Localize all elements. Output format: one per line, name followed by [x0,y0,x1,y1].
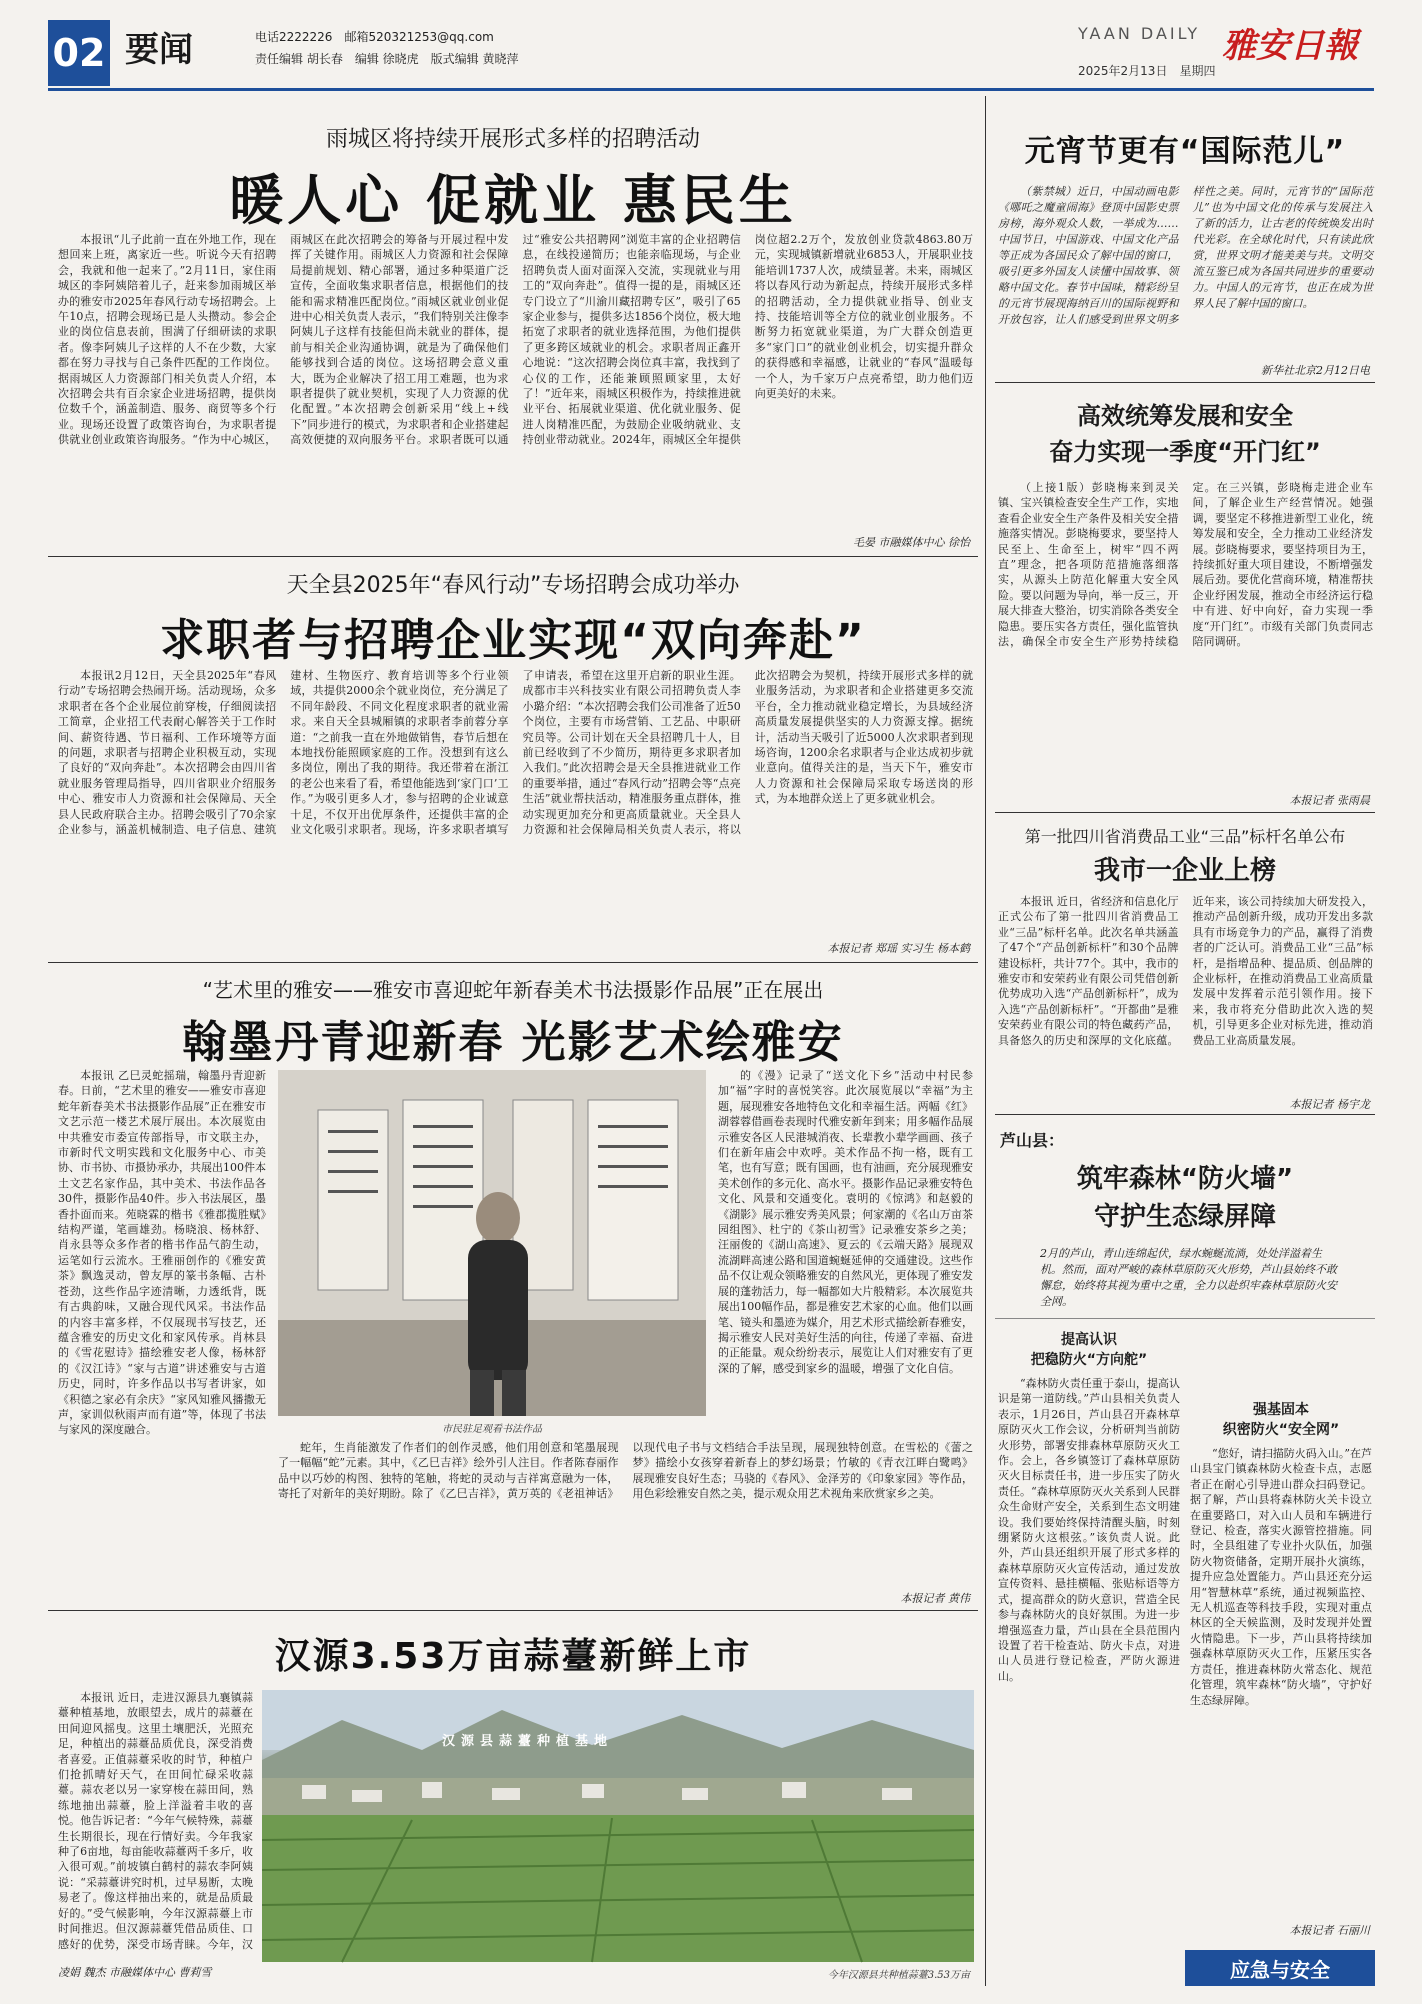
exhibition-photo-art [278,1070,706,1416]
right4-location: 芦山县： [1000,1131,1065,1150]
editor2: 编辑 徐晓虎 [354,52,419,66]
exhibition-caption: 市民驻足观看书法作品 [442,1424,542,1435]
article1-rule [48,556,978,557]
right1-text: （紫禁城）近日，中国动画电影《哪吒之魔童闹海》登顶中国影史票房榜，海外观众人数，一举成为……中国节日，中国游戏、中国文化产品等正成为各国民众了解中国的窗口，吸引更多外国友人读懂中国故事、领略中国文化。春节中国味，精彩纷呈的元宵节展现海纳百川的国际视野和开放包容，让人们感受到世界文明多样性之美。同时，元宵节的“国际范儿”也为中国文化的传承与发展注入了新的活力，让古老的传统焕发出时代光彩。在全球化时代，只有读此欣赏，世界文明才能美美与共。文明交流互鉴已成为各国共同进步的重要动力。中国人的元宵节，也正在成为世界人民了解中国的窗口。 [998,185,1373,326]
right4-headline-line1: 筑牢森林“防火墙” [1076,1164,1294,1194]
article1-byline: 毛晏 市融媒体中心 徐怡 [853,536,970,549]
article2-rule [48,962,978,963]
editor: 责任编辑 胡长春 [255,52,343,66]
logo-en: YAAN DAILY [1078,24,1201,43]
article2-headline: 求职者与招聘企业实现“双向奔赴” [160,615,866,666]
garlic-caption: 今年汉源县共种植蒜薹3.53万亩 [827,1970,970,1981]
article3-byline: 本报记者 黄伟 [900,1592,970,1605]
right3-body [998,894,1373,1094]
right2-rule [995,812,1375,813]
right4-text2: “您好，请扫描防火码入山。”在芦山县宝门镇森林防火检查卡点，志愿者正在耐心引导进山群众扫码登记。据了解，芦山县将森林防火关卡设立在重要路口，对入山人员和车辆进行登记、检查，落实火源管控措施。同时，全县组建了专业扑火队伍，加强防火物资储备，定期开展扑火演练，提升应急处置能力。芦山县还充分运用“智慧林草”系统，通过视频监控、无人机巡查等科技手段，实现对重点林区的全天候监测，及时发现并处置火情隐患。下一步，芦山县将持续加强森林草原防灭火工作，压紧压实各方责任，推进森林防火常态化、规范化管理，筑牢森林“防火墙”，守护好生态绿屏障。 [1190,1447,1372,1707]
article1-text: 本报讯“儿子此前一直在外地工作，现在想回来上班，离家近一些。听说今天有招聘会，我就和他一起来了。”2月11日，家住雨城区的李阿姨陪着儿子，赶来参加雨城区举办的雅安市2025年春风行动专场招聘会。上午10点，招聘会现场已是人头攒动。参会企业的岗位信息表前，围满了仔细研读的求职者。像李阿姨儿子这样的人不在少数，大家都在努力寻找与自己条件匹配的工作岗位。据雨城区人力资源部门相关负责人介绍，本次招聘会共有百余家企业进场招聘，提供岗位数千个，涵盖制造、服务、商贸等多个行业。现场还设置了政策咨询台，为求职者提供就业创业政策咨询服务。“作为中心城区，雨城区在此次招聘会的筹备与开展过程中发挥了关键作用。雨城区人力资源和社会保障局提前规划、精心部署，通过多种渠道广泛宣传，全面收集求职者信息，根据他们的技能和需求精准匹配岗位。”雨城区就业创业促进中心相关负责人表示，“我们特别关注像李阿姨儿子这样有技能但尚未就业的群体，提前与相关企业沟通协调，就是为了确保他们能够找到合适的岗位。这场招聘会意义重大，既为企业解决了招工用工难题，也为求职者提供了就业契机，实现了人力资源的优化配置。”本次招聘会创新采用“线上+线下”同步进行的模式，为求职者和企业搭建起高效便捷的双向服务平台。求职者既可以通过“雅安公共招聘网”浏览丰富的企业招聘信息，在线投递简历；也能亲临现场，与企业招聘负责人面对面深入交流，实现就业与用工的“双向奔赴”。值得一提的是，雨城区还专门设立了“川渝川藏招聘专区”，吸引了65家企业参与，提供多达1856个岗位，极大地拓宽了求职者的就业选择范围，为他们提供了更多跨区域就业的机会。求职者周正鑫开心地说：“这次招聘会岗位真丰富，我找到了心仪的工作，还能兼顾照顾家里，太好了！”近年来，雨城区积极作为，持续推进就业平台、拓展就业渠道、优化就业服务、促进人岗精准匹配，为鼓励企业吸纳就业、支持创业带动就业。2024年，雨城区全年提供岗位超2.2万个，发放创业贷款4863.80万元，实现城镇新增就业6853人，开展职业技能培训1737人次，成绩显著。未来，雨城区将以春风行动为新起点，持续开展形式多样的招聘活动，全力提供就业指导、创业支持、技能培训等全方位的就业创业服务。不断努力拓宽就业渠道，为广大群众创造更多“家门口”的就业创业机会，切实提升群众的获得感和幸福感，让就业的“春风”温暖每一个人，为千家万户点亮希望，助力他们迈向更美好的未来。 [58,233,973,447]
article1-headline: 暖人心 促就业 惠民生 [229,169,797,232]
right3-text: 本报讯 近日，省经济和信息化厅正式公布了第一批四川省消费品工业“三品”标杆名单。此次名单共涵盖了47个“产品创新标杆”和30个品牌建设标杆，共计77个。其中，我市的雅安市和安荣药业有限公司凭借创新优势成功入选“产品创新标杆”，成为入选“产品创新标杆”。“开都曲”是雅安荣药业有限公司的特色藏药产品，具备悠久的历史和深厚的文化底蕴。近年来，该公司持续加大研发投入，推动产品创新升级，成功开发出多款具有市场竞争力的产品，赢得了消费者的广泛认可。消费品工业“三品”标杆，是指增品种、提品质、创品牌的企业标杆，在推动消费品工业高质量发展中发挥着示范引领作用。接下来，我市将充分借助此次入选的契机，引导更多企业对标先进，推动消费品工业高质量发展。 [998,895,1373,1047]
designer: 版式编辑 黄晓萍 [430,52,519,66]
right2-byline: 本报记者 张雨晨 [1289,794,1370,807]
article4-byline: 凌娟 魏杰 市融媒体中心 曹莉雪 [58,1966,212,1979]
issue-date: 2025年2月13日 星期四 [1078,64,1216,78]
right1-byline: 新华社北京2月12日电 [1261,364,1370,377]
right4-headline-line2: 守护生态绿屏障 [1093,1202,1276,1232]
right3-rule [995,1114,1375,1115]
header-rule [48,88,1374,91]
column-divider [985,96,986,1986]
right3-kicker: 第一批四川省消费品工业“三品”标杆名单公布 [1024,827,1346,846]
phone: 电话2222226 [255,30,333,44]
right4-body1 [998,1376,1180,1986]
right4-subhead1: 提高认识 把稳防火“方向舵” [1030,1332,1148,1368]
garlic-field-photo [262,1690,974,1962]
header-info [255,26,530,70]
article4-body [58,1690,253,1960]
article2-body [58,668,973,938]
article2-text: 本报讯2月12日，天全县2025年“春风行动”专场招聘会热闹开场。活动现场，众多求职者在各个企业展位前穿梭，仔细阅读招工简章，企业招工代表耐心解答关于工作时间、薪资待遇、节日福利、工作环境等方面的问题，求职者与招聘企业积极互动，实现了良好的“双向奔赴”。本次招聘会由四川省就业服务管理局指导，四川省职业介绍服务中心、雅安市人力资源和社会保障局、天全县人民政府联合主办。招聘会吸引了70余家企业参与，涵盖机械制造、电子信息、建筑建材、生物医疗、教育培训等多个行业领域，共提供2000余个就业岗位，充分满足了不同年龄段、不同文化程度求职者的就业需求。来自天全县城厢镇的求职者李前蓉分享道：“之前我一直在外地做销售，春节后想在本地找份能照顾家庭的工作。没想到有这么多岗位，刚出了我的期待。我还带着在浙江的老公也来看了看，希望他能选到‘家门口’工作。”为吸引更多人才，参与招聘的企业诚意十足，不仅开出优厚条件，还提供丰富的企业文化吸引求职者。现场，许多求职者填写了申请表，希望在这里开启新的职业生涯。成都市丰兴科技实业有限公司招聘负责人李小璐介绍：“本次招聘会我们公司准备了近50个岗位，主要有市场营销、工艺品、中职研究员等。公司计划在天全县招聘几十人，目前已经收到了不少简历，期待更多求职者加入我们。”此次招聘会是天全县推进就业工作的重要举措，通过“春风行动”招聘会等“点亮生活”就业帮扶活动，精准服务重点群体，推动实现更加充分和更高质量就业。天全县人力资源和社会保障局相关负责人表示，将以此次招聘会为契机，持续开展形式多样的就业服务活动，为求职者和企业搭建更多交流平台，全力推动就业稳定增长，为县域经济高质量发展提供坚实的人力资源支撑。据统计，活动当天吸引了近5000人次求职者到现场咨询，1200余名求职者与企业达成初步就业意向。值得关注的是，当天下午，雅安市人力资源和社会保障局采取专场送岗的形式，为本地群众送上了更多就业机会。 [58,669,973,837]
article3-text-left: 本报讯 乙巳灵蛇摇瑞，翰墨丹青迎新春。日前，“艺术里的雅安——雅安市喜迎蛇年新春美术书法摄影作品展”正在雅安市文艺示范一楼艺术展厅展出。本次展览由中共雅安市委宣传部指导，市文联主办，市新时代文明实践和文化服务中心、市美协、市书协、市摄协承办，共展出100件本土文艺名家作品，其中美术、书法作品各30件，摄影作品40件。步入书法展区，墨香扑面而来。苑晓霖的楷书《雅郡揽胜赋》结构严谨，笔画雄劲。杨晓浪、杨林舒、肖永县等众多作者的楷书作品气韵生动，运笔如行云流水。王雅丽创作的《雅安黄茶》飘逸灵动，曾友厚的篆书条幅、古朴苍劲，这些作品字迹清晰，力透纸背，既有古典韵味，又融合现代风采。书法作品的内容丰富多样，不仅展现书写技艺，还蕴含雅安的历史文化和家风传承。肖林县的《雪花慰诗》描绘雅安老人像，杨林舒的《汉江诗》“家与古道”讲述雅安与古道历史，同时，许多作品以书写者讲家，如《积德之家必有余庆》“家风知雅风播撒无声，家训似秋雨声而有道”等，体现了书法与家风的深度融合。 [58,1069,266,1437]
right2-headline-line2: 奋力实现一季度“开门红” [1049,438,1321,466]
article2-byline: 本报记者 郑瑶 实习生 杨本鹤 [827,942,970,955]
article1-kicker: 雨城区将持续开展形式多样的招聘活动 [325,127,700,152]
article3-body-bottom [278,1440,973,1588]
right4-body2 [1190,1446,1372,1916]
article4-headline: 汉源3.53万亩蒜薹新鲜上市 [274,1636,752,1677]
right4-intro-rule [995,1318,1375,1319]
logo-cn: 雅安日報 [1222,26,1358,66]
right2-text: （上接1版）彭晓梅来到灵关镇、宝兴镇检查安全生产工作，实地查看企业安全生产条件及相关安全措施落实情况。彭晓梅要求，要坚持人民至上、生命至上，树牢“四不两直”理念，把各项防范措施落细落实，从源头上防范化解重大安全风险。要以问题为导向，举一反三，开展大排查大整治，切实消除各类安全隐患。要压实各方责任，强化监管执法，确保全市安全生产形势持续稳定。在三兴镇，彭晓梅走进企业车间，了解企业生产经营情况。她强调，要坚定不移推进新型工业化，统筹发展和安全，全力推动工业经济发展。彭晓梅要求，要坚持项目为王，持续抓好重大项目建设，不断增强发展后劲。要优化营商环境，精准帮扶企业纾困发展，推动全市经济运行稳中有进、好中向好，奋力实现一季度“开门红”。市级有关部门负责同志陪同调研。 [998,481,1373,649]
right4-subhead2: 强基固本 织密防火“安全网” [1222,1402,1340,1438]
right4-byline: 本报记者 石丽川 [1289,1924,1370,1937]
article3-text-right: 的《漫》记录了“送文化下乡”活动中村民参加“福”字时的喜悦笑容。此次展览展以“幸福”为主题，展现雅安各地特色文化和幸福生活。两幅《红》湖蓉蓉借画卷表现时代雅安新年到来；用多幅作品展示雅安各区人民港城消夜、长辈教小辈学画画、孩子们在新年庙会中欢呼。美术作品不拘一格，既有工笔，也有写意；既有国画，也有油画，充分展现雅安美术创作的多元化、高水平。摄影作品记录雅安特色文化、风景和交通变化。袁明的《惊鸿》和赵毅的《湖影》展示雅安秀美风景；何家潮的《名山万亩茶园组图》、杜宁的《茶山初雪》记录雅安茶乡之美；汪丽俊的《湖山高速》、夏云的《云端天路》展现双流湖畔高速公路和国道蜿蜒延伸的交通建设。这些作品不仅让观众领略雅安的自然风光，更体现了雅安发展的蓬勃活力，每一幅都如大片般精彩。本次展览共展出100幅作品，都是雅安艺术家的心血。他们以画笔、镜头和墨迹为媒介，用艺术形式描绘新春雅安，揭示雅安人民对美好生活的向往，传递了幸福、奋进的正能量。观众纷纷表示，展览让人们对雅安有了更深的了解，感受到家乡的温暖，增强了文化自信。 [718,1069,973,1375]
article3-kicker: “艺术里的雅安——雅安市喜迎蛇年新春美术书法摄影作品展”正在展出 [202,978,824,1002]
right1-headline: 元宵节更有“国际范儿” [1024,134,1346,169]
page-number: 02 [48,20,110,86]
right2-body [998,480,1373,790]
right2-headline-line1: 高效统筹发展和安全 [1077,402,1293,430]
right4-text1: “森林防火责任重于泰山，提高认识是第一道防线。”芦山县相关负责人表示，1月26日，芦山县召开森林草原防灭火工作会议，分析研判当前防火形势，部署安排森林草原防灭火工作。会上，各乡镇签订了森林草原防灭火目标责任书，进一步压实了防火责任。“森林草原防灭火关系到人民群众生命财产安全，关系到生态文明建设。我们要始终保持清醒头脑，时刻绷紧防火这根弦。”该负责人说。此外，芦山县还组织开展了形式多样的森林草原防灭火宣传活动，通过发放宣传资料、悬挂横幅、张贴标语等方式，提高群众的防火意识，营造全民参与森林防火的良好氛围。为进一步增强巡查力量，芦山县在全县范围内设置了若干检查站、防火卡点，对进山人员进行登记检查，严防火源进山。 [998,1377,1180,1683]
right3-headline: 我市一企业上榜 [1093,856,1276,886]
article2-kicker: 天全县2025年“春风行动”专场招聘会成功举办 [286,573,740,598]
article3-body-right [718,1068,973,1414]
article1-body [58,232,973,532]
emergency-safety-ribbon: 应急与安全 [1185,1950,1375,1986]
garlic-field-sign: 汉源县蒜薹种植基地 [442,1734,614,1749]
right1-body [998,184,1373,360]
article3-headline: 翰墨丹青迎新春 光影艺术绘雅安 [182,1017,844,1068]
article4-text: 本报讯 近日，走进汉源县九襄镇蒜薹种植基地，放眼望去，成片的蒜薹在田间迎风摇曳。这里土壤肥沃，光照充足，种植出的蒜薹品质优良，深受消费者喜爱。正值蒜薹采收的时节，种植户们抢抓晴好天气，在田间忙碌采收蒜薹。蒜农老以另一家穿梭在蒜田间，熟练地抽出蒜薹，脸上洋溢着丰收的喜悦。他告诉记者：“今年气候特殊，蒜薹生长期很长，现在行情好卖。今年我家种了6亩地，每亩能收蒜薹两千多斤，收入很可观。”前坡镇白鹤村的蒜农李阿姨说：“采蒜薹讲究时机，过早易断，太晚易老了。像这样抽出来的，就是品质最好的。”受气候影响，今年汉源蒜薹上市时间推迟。但汉源蒜薹凭借品质佳、口感好的优势，深受市场青睐。今年，汉 [58,1691,253,1951]
email: 邮箱520321253@qq.com [344,30,494,44]
section-title: 要闻 [125,30,193,70]
article3-text-bottom: 蛇年，生肖能激发了作者们的创作灵感，他们用创意和笔墨展现了一幅幅“蛇”元素。其中，《乙巳吉祥》绘外引人注目。作者陈春丽作品中以巧妙的构图、独特的笔触，将蛇的灵动与吉祥寓意融为一体，寄托了对新年的美好期盼。除了《乙巳吉祥》，黄万英的《老祖神话》以现代电子书与文档结合手法呈现，展现独特创意。在雪松的《蕾之梦》描绘小女孩穿着新春上的梦幻场景；竹敏的《青衣江畔白鹭鸣》展现雅安良好生态；马骁的《春风》、金泽芳的《印象家园》等作品，用色彩绘雅安自然之美，提示观众用艺术视角来欣赏家乡之美。 [278,1441,973,1501]
article3-body-left [58,1068,266,1584]
exhibition-photo [278,1070,706,1416]
right1-rule [995,382,1375,383]
right3-byline: 本报记者 杨宇龙 [1289,1098,1370,1111]
right4-intro: 2月的芦山，青山连绵起伏，绿水蜿蜒流淌，处处洋溢着生机。然而，面对严峻的森林草原防灭火形势，芦山县始终不敢懈怠，始终将其视为重中之重，全力以赴织牢森林草原防火安全网。 [1040,1247,1337,1308]
article3-rule [48,1610,978,1611]
